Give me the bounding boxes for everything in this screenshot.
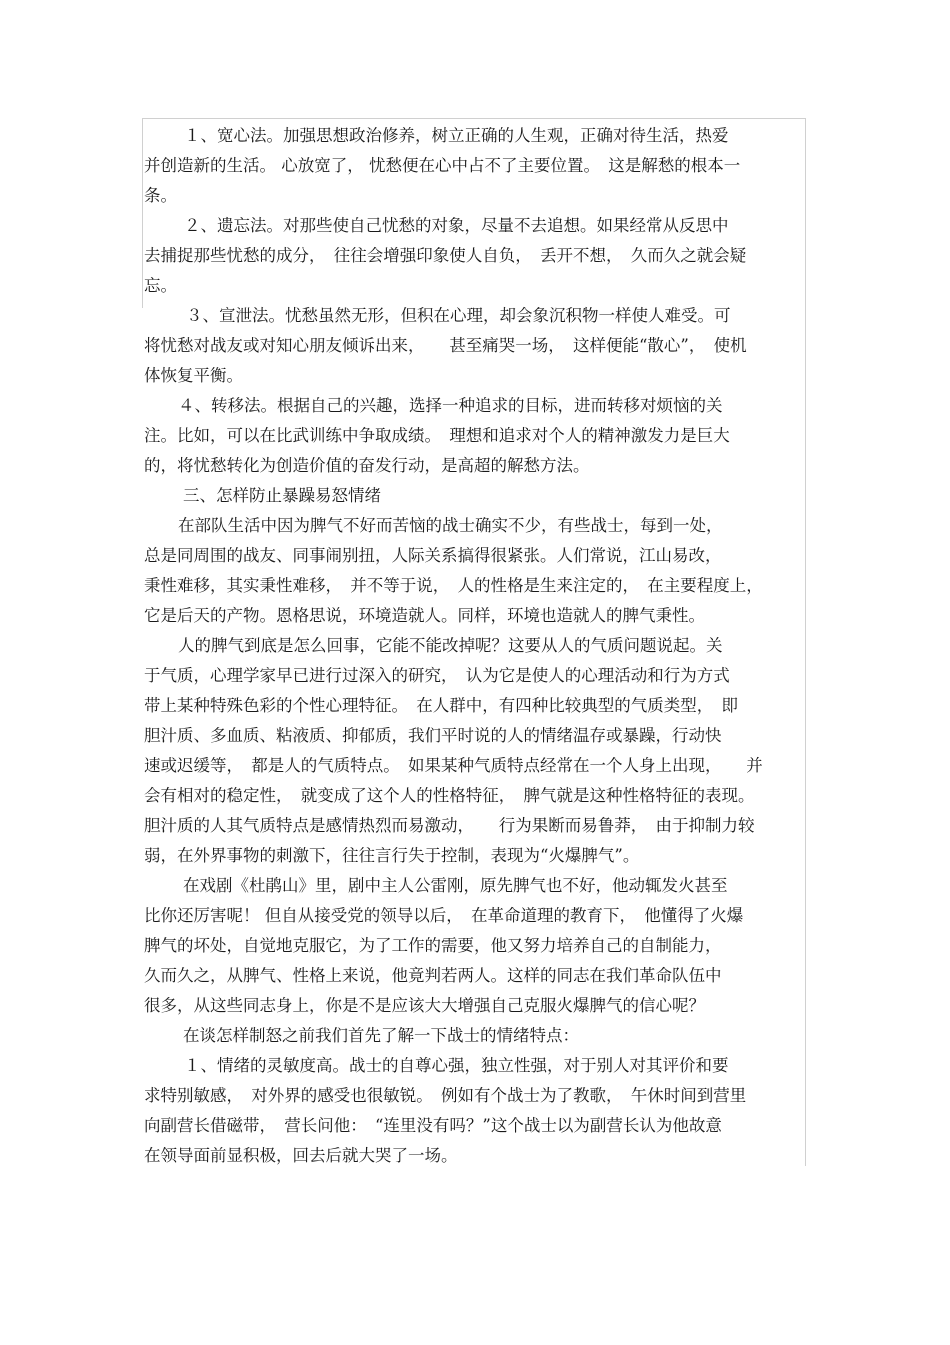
text-line: 忘。 <box>144 276 177 295</box>
text-line: 胆汁质、多血质、粘液质、抑郁质，我们平时说的人的情绪温存或暴躁，行动快 <box>144 726 722 745</box>
text-line: 脾气的坏处，自觉地克服它，为了工作的需要，他又努力培养自己的自制能力， <box>144 936 722 955</box>
text-line: 在领导面前显积极，回去后就大哭了一场。 <box>144 1146 458 1165</box>
text-line: 在谈怎样制怒之前我们首先了解一下战士的情绪特点： <box>183 1026 579 1045</box>
text-line: ４、转移法。根据自己的兴趣，选择一种追求的目标，进而转移对烦恼的关 <box>178 396 723 415</box>
frame-right-border <box>805 118 806 1166</box>
text-line: 去捕捉那些忧愁的成分， 往往会增强印象使人自负， 丢开不想， 久而久之就会疑 <box>144 246 747 265</box>
text-line: 它是后天的产物。恩格思说，环境造就人。同样，环境也造就人的脾气秉性。 <box>144 606 705 625</box>
text-line: 带上某种特殊色彩的个性心理特征。 在人群中，有四种比较典型的气质类型， 即 <box>144 696 738 715</box>
text-line: 总是同周围的战友、同事闹别扭，人际关系搞得很紧张。人们常说，江山易改， <box>144 546 722 565</box>
text-line: 久而久之，从脾气、性格上来说，他竟判若两人。这样的同志在我们革命队伍中 <box>144 966 722 985</box>
text-line: 求特别敏感， 对外界的感受也很敏锐。 例如有个战士为了教歌， 午休时间到营里 <box>144 1086 747 1105</box>
text-line: 速或迟缓等， 都是人的气质特点。 如果某种气质特点经常在一个人身上出现， 并 <box>144 756 763 775</box>
text-line: 很多，从这些同志身上，你是不是应该大大增强自己克服火爆脾气的信心呢？ <box>144 996 705 1015</box>
text-line: １、宽心法。加强思想政治修养，树立正确的人生观，正确对待生活，热爱 <box>184 126 729 145</box>
text-line: 人的脾气到底是怎么回事，它能不能改掉呢？这要从人的气质问题说起。关 <box>178 636 723 655</box>
text-line: 体恢复平衡。 <box>144 366 243 385</box>
text-line: 的，将忧愁转化为创造价值的奋发行动，是高超的解愁方法。 <box>144 456 590 475</box>
text-line: 于气质，心理学家早已进行过深入的研究， 认为它是使人的心理活动和行为方式 <box>144 666 730 685</box>
text-line: 并创造新的生活。 心放宽了， 忧愁便在心中占不了主要位置。 这是解愁的根本一 <box>144 156 741 175</box>
text-line: 向副营长借磁带， 营长问他： “连里没有吗？”这个战士以为副营长认为他故意 <box>144 1116 722 1135</box>
text-line: 弱，在外界事物的刺激下，往往言行失于控制，表现为“火爆脾气”。 <box>144 846 640 865</box>
text-line: 在部队生活中因为脾气不好而苦恼的战士确实不少，有些战士，每到一处， <box>178 516 723 535</box>
text-line: 会有相对的稳定性， 就变成了这个人的性格特征， 脾气就是这种性格特征的表现。 <box>144 786 755 805</box>
text-line: １、情绪的灵敏度高。战士的自尊心强，独立性强，对于别人对其评价和要 <box>184 1056 729 1075</box>
text-line: 秉性难移，其实秉性难移， 并不等于说， 人的性格是生来注定的， 在主要程度上， <box>144 576 763 595</box>
text-line: 条。 <box>144 186 177 205</box>
text-line: 三、怎样防止暴躁易怒情绪 <box>183 486 381 505</box>
text-line: ３、宣泄法。忧愁虽然无形，但积在心理，却会象沉积物一样使人难受。可 <box>186 306 731 325</box>
text-line: 将忧愁对战友或对知心朋友倾诉出来， 甚至痛哭一场， 这样便能“散心”， 使机 <box>144 336 747 355</box>
frame-left-border <box>142 118 143 308</box>
text-line: ２、遗忘法。对那些使自己忧愁的对象，尽量不去追想。如果经常从反思中 <box>184 216 729 235</box>
text-line: 在戏剧《杜鹃山》里，剧中主人公雷刚，原先脾气也不好，他动辄发火甚至 <box>183 876 728 895</box>
frame-top-border <box>142 118 806 119</box>
text-line: 比你还厉害呢！ 但自从接受党的领导以后， 在革命道理的教育下， 他懂得了火爆 <box>144 906 744 925</box>
text-line: 注。比如，可以在比武训练中争取成绩。 理想和追求对个人的精神激发力是巨大 <box>144 426 730 445</box>
text-line: 胆汁质的人其气质特点是感情热烈而易激动， 行为果断而易鲁莽， 由于抑制力较 <box>144 816 755 835</box>
